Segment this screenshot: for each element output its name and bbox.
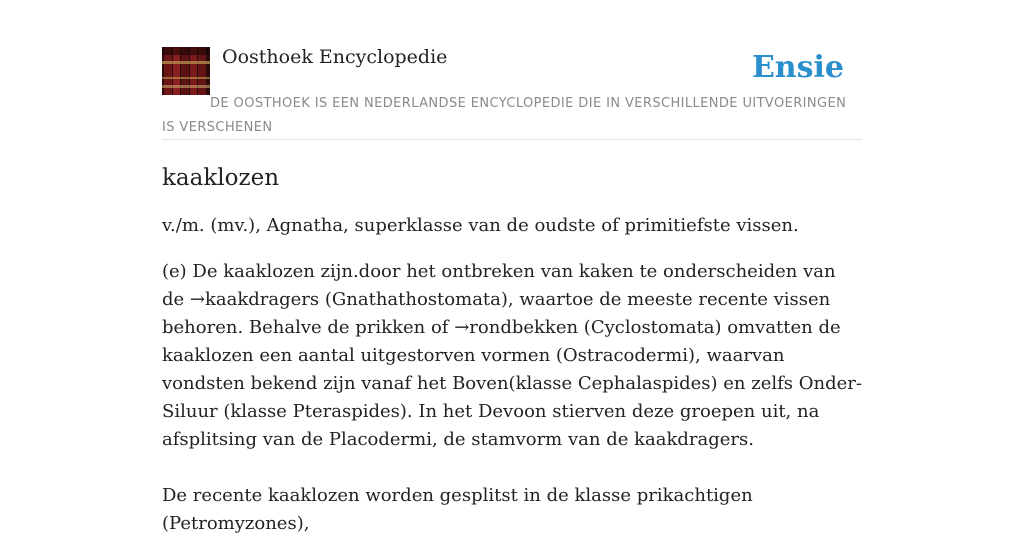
entry-definition: v./m. (mv.), Agnatha, superklasse van de oudste of primitiefste vissen. [162, 215, 799, 236]
brand-logo[interactable]: Ensie [751, 50, 844, 85]
site-tagline: DE OOSTHOEK IS EEN NEDERLANDSE ENCYCLOPEDIE DIE IN VERSCHILLENDE UITVOERINGEN IS VERSCHENEN [162, 96, 847, 135]
paragraph-text: (Cyclostomata) omvatten de kaaklozen een aantal uitgestorven vormen (Ostracodermi), waarvan vondsten bekend zijn vanaf het Boven(klasse Cephalaspides) en zelfs Onder-Siluur (klasse Pteraspides). In het Devoon stierven deze groepen uit, na afsplitsing van de Placodermi, de stamvorm van de kaakdragers. [162, 317, 862, 450]
cross-reference-label[interactable]: kaakdragers [205, 289, 320, 310]
cross-reference-label[interactable]: rondbekken [469, 317, 579, 338]
cross-reference-link[interactable] [190, 289, 319, 310]
entry-paragraph: De recente kaaklozen worden gesplitst in de klasse prikachtigen (Petromyzones), [162, 485, 753, 534]
arrow-right-icon: → [454, 317, 470, 338]
arrow-right-icon: → [189, 289, 205, 310]
header-divider [162, 139, 862, 140]
paragraph-text: (Gnathathostomata), waartoe de meeste recente vissen behoren. Behalve de prikken of [162, 289, 831, 338]
site-name[interactable]: Oosthoek Encyclopedie [222, 46, 448, 68]
entry-title: kaaklozen [162, 165, 280, 191]
book-spines-avatar-icon[interactable] [162, 47, 210, 95]
cross-reference-link[interactable] [454, 317, 578, 338]
entry-content [162, 160, 862, 538]
entry-paragraph [162, 258, 862, 454]
paragraph-text: (e) De kaaklozen zijn.door het ontbreken van kaken te onderscheiden van de [162, 261, 836, 310]
